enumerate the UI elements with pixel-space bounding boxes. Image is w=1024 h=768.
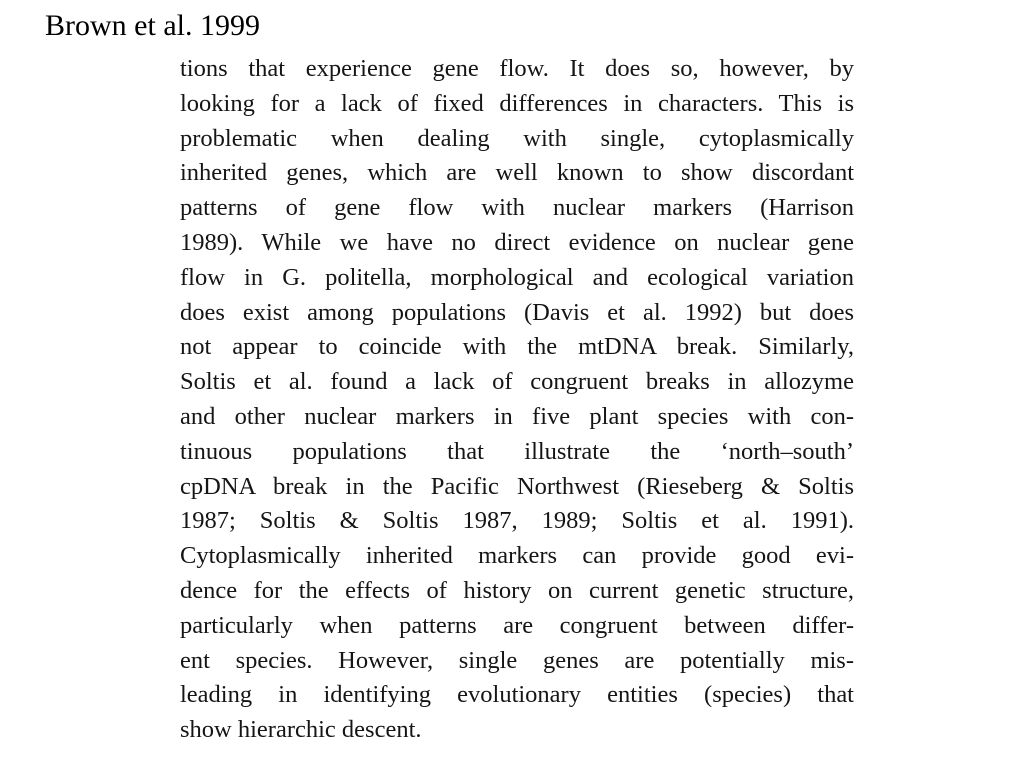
excerpt-line: leading in identifying evolutionary entities (species) that <box>180 681 854 709</box>
excerpt-line: Cytoplasmically inherited markers can provide good evi- <box>180 542 854 570</box>
excerpt-line: looking for a lack of fixed differences in characters. This is <box>180 89 854 117</box>
excerpt-line: not appear to coincide with the mtDNA break. Similarly, <box>180 333 854 361</box>
paper-excerpt <box>180 52 854 748</box>
excerpt-line: inherited genes, which are well known to show discordant <box>180 159 854 187</box>
excerpt-line: and other nuclear markers in five plant species with con- <box>180 402 854 430</box>
excerpt-line: particularly when patterns are congruent between differ- <box>180 611 854 639</box>
excerpt-line: tinuous populations that illustrate the ‘north–south’ <box>180 437 854 465</box>
excerpt-line: dence for the effects of history on current genetic structure, <box>180 576 854 604</box>
excerpt-line: Soltis et al. found a lack of congruent breaks in allozyme <box>180 368 854 396</box>
excerpt-line: 1987; Soltis & Soltis 1987, 1989; Soltis et al. 1991). <box>180 507 854 535</box>
excerpt-line: patterns of gene flow with nuclear markers (Harrison <box>180 194 854 222</box>
excerpt-line: problematic when dealing with single, cytoplasmically <box>180 124 854 152</box>
excerpt-line: does exist among populations (Davis et al. 1992) but does <box>180 298 854 326</box>
excerpt-line: 1989). While we have no direct evidence on nuclear gene <box>180 228 854 256</box>
excerpt-line: show hierarchic descent. <box>180 716 422 744</box>
excerpt-line: ent species. However, single genes are potentially mis- <box>180 646 854 674</box>
excerpt-line: tions that experience gene flow. It does so, however, by <box>180 55 854 82</box>
citation-heading: Brown et al. 1999 <box>45 9 260 42</box>
excerpt-line: cpDNA break in the Pacific Northwest (Rieseberg & Soltis <box>180 472 854 500</box>
excerpt-line: flow in G. politella, morphological and ecological variation <box>180 263 854 291</box>
